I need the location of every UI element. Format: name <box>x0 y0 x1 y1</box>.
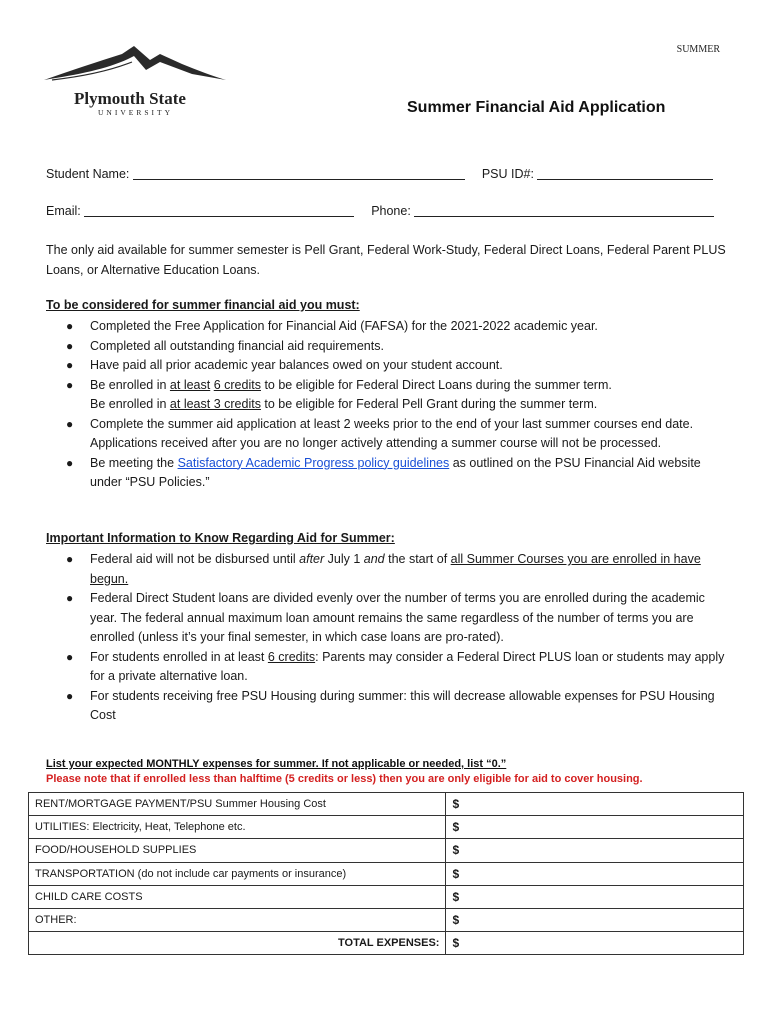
list-item: ● Be enrolled in at least 6 credits to be eligible for Federal Direct Loans during the summer term. Be enrolled in at least 3 credits to be eligible for Federal Pell Grant during the summer term. <box>66 377 612 411</box>
psu-id-field[interactable] <box>537 169 713 180</box>
amount-field[interactable]: $ <box>446 885 744 908</box>
requirements-heading: To be considered for summer financial aid you must: <box>46 298 360 312</box>
amount-field[interactable]: $ <box>446 793 744 816</box>
phone-label: Phone: <box>371 204 411 218</box>
list-item: ● Be meeting the Satisfactory Academic Progress policy guidelines as outlined on the PSU Financial Aid website under “PSU Policies.” <box>66 455 701 489</box>
list-item: ● Complete the summer aid application at least 2 weeks prior to the end of your last summer courses end date. Applications received after you are no longer actively attending a summer course will not be processed. <box>66 416 694 450</box>
amount-field[interactable]: $ <box>446 908 744 931</box>
amount-field[interactable]: $ <box>446 862 744 885</box>
expenses-note: Please note that if enrolled less than halftime (5 credits or less) then you are only eligible for aid to cover housing. <box>46 773 643 785</box>
expenses-table <box>28 792 744 955</box>
list-item: ● Have paid all prior academic year balances owed on your student account. <box>66 358 503 372</box>
requirements-list <box>46 317 726 493</box>
amount-field[interactable]: $ <box>446 816 744 839</box>
mountain-logo-icon <box>42 40 232 120</box>
name-id-row <box>46 167 713 181</box>
intro-paragraph: The only aid available for summer semester is Pell Grant, Federal Work-Study, Federal Direct Loans, Federal Parent PLUS Loans, or Alternative Education Loans. <box>46 243 726 277</box>
total-amount-field[interactable]: $ <box>446 932 744 955</box>
total-row <box>29 932 744 955</box>
table-row: UTILITIES: Electricity, Heat, Telephone etc. $ <box>29 816 744 839</box>
student-name-field[interactable] <box>133 169 465 180</box>
table-row: RENT/MORTGAGE PAYMENT/PSU Summer Housing Cost $ <box>29 793 744 816</box>
logo-name: Plymouth State <box>74 89 186 108</box>
email-label: Email: <box>46 204 81 218</box>
form-tag: SUMMER <box>676 44 720 55</box>
expenses-heading <box>46 758 643 785</box>
email-phone-row <box>46 204 714 218</box>
phone-field[interactable] <box>414 206 714 217</box>
important-list <box>46 550 726 726</box>
logo-sub: UNIVERSITY <box>98 108 173 117</box>
total-label: TOTAL EXPENSES: <box>29 932 446 955</box>
page-title: Summer Financial Aid Application <box>407 99 666 116</box>
important-heading: Important Information to Know Regarding Aid for Summer: <box>46 531 395 545</box>
list-item: ● Completed the Free Application for Financial Aid (FAFSA) for the 2021-2022 academic year. <box>66 319 598 333</box>
psu-id-label: PSU ID#: <box>481 167 534 181</box>
university-logo <box>42 40 232 120</box>
table-row: FOOD/HOUSEHOLD SUPPLIES $ <box>29 839 744 862</box>
amount-field[interactable]: $ <box>446 839 744 862</box>
list-item: ● Completed all outstanding financial aid requirements. <box>66 338 384 353</box>
list-item: ● Federal Direct Student loans are divided evenly over the number of terms you are enrolled during the academic year. The federal annual maximum loan amount remains the same regardless of the number of terms you are enrolled (unless it’s your final semester, in which case loans are pro-rated). <box>66 591 705 644</box>
table-row: TRANSPORTATION (do not include car payments or insurance) $ <box>29 862 744 885</box>
table-row: OTHER: $ <box>29 908 744 931</box>
email-field[interactable] <box>84 206 354 217</box>
expenses-instruction: List your expected MONTHLY expenses for summer. If not applicable or needed, list “0.” <box>46 758 507 770</box>
list-item: ● For students receiving free PSU Housing during summer: this will decrease allowable expenses for PSU Housing Cost <box>66 688 715 722</box>
sap-policy-link[interactable]: Satisfactory Academic Progress policy guidelines <box>177 455 450 470</box>
table-row: CHILD CARE COSTS $ <box>29 885 744 908</box>
student-name-label: Student Name: <box>46 167 130 181</box>
list-item: ● Federal aid will not be disbursed until after July 1 and the start of all Summer Courses you are enrolled in have begun. <box>66 552 701 586</box>
list-item: ● For students enrolled in at least 6 credits: Parents may consider a Federal Direct PLUS loan or students may apply for a private alternative loan. <box>66 649 725 683</box>
